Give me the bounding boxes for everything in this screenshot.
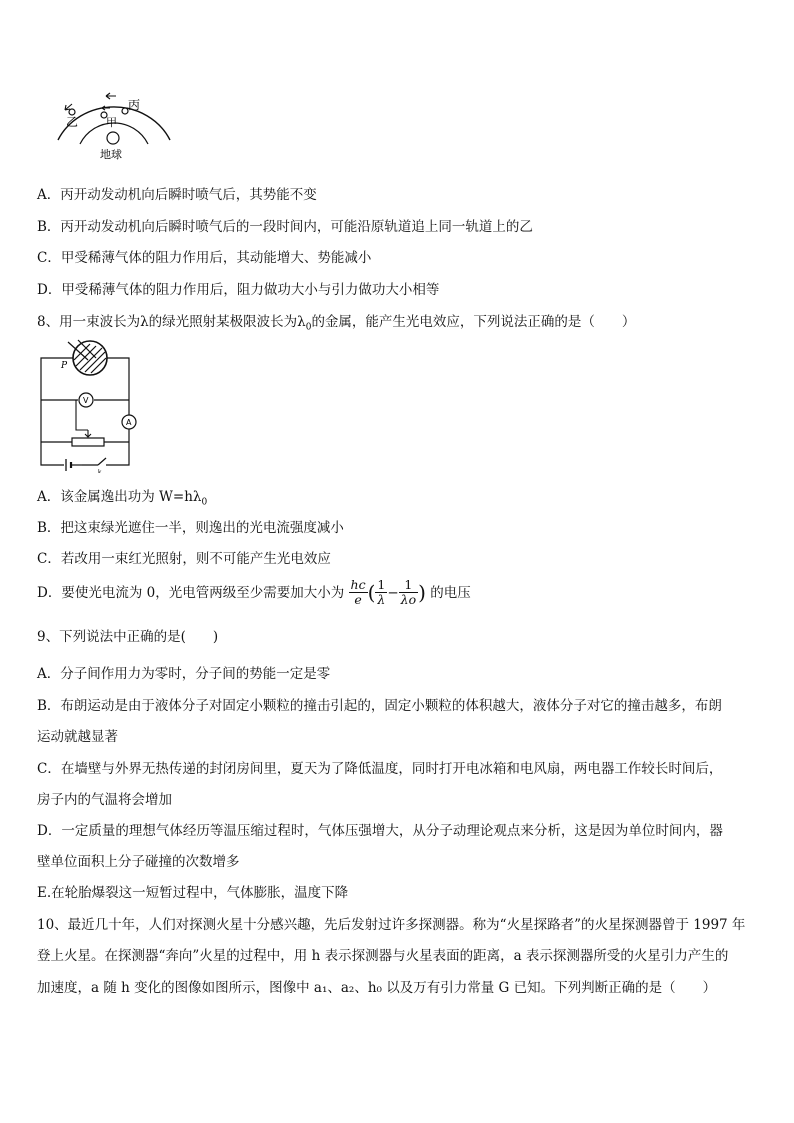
label-a: A [126,418,132,427]
q8-stem-b: 的金属，能产生光电效应，下列说法正确的是（ ） [311,314,636,330]
label-p: P [61,361,68,371]
q9-option-d-line2: 壁单位面积上分子碰撞的次数增多 [37,854,240,870]
q10-line3: 加速度，a 随 h 变化的图像如图所示，图像中 a₁、a₂、h₀ 以及万有引力常量 G 已知。下列判断正确的是（ ） [37,980,717,996]
label-bing: 丙 [128,98,141,112]
frac-1a: 1 [377,577,386,592]
q8-stem [37,313,635,337]
circuit-figure [36,338,146,473]
q9-option-b-line2: 运动就越显著 [37,729,118,745]
q9-option-a: A．分子间作用力为零时，分子间的势能一定是零 [37,666,331,682]
frac-lambda0: λo [400,592,417,607]
q8-option-d-frac-hc-e [349,578,368,607]
q7-option-a: A．丙开动发动机向后瞬时喷气后，其势能不变 [37,187,317,203]
q10-line2: 登上火星。在探测器“奔向”火星的过程中，用 h 表示探测器与火星表面的距离，a 表示探测器所受的火星引力产生的 [37,948,729,964]
q7-option-b: B．丙开动发动机向后瞬时喷气后的一段时间内，可能沿原轨道追上同一轨道上的乙 [37,219,533,235]
q8-option-c: C．若改用一束红光照射，则不可能产生光电效应 [37,551,331,567]
q7-option-d: D．甲受稀薄气体的阻力作用后，阻力做功大小与引力做功大小相等 [37,282,440,298]
q8-stem-a: 8、用一束波长为λ的绿光照射某极限波长为λ [37,314,306,330]
frac-hc: hc [350,577,366,592]
q9-option-c-line1: C．在墙壁与外界无热传递的封闭房间里，夏天为了降低温度，同时打开电冰箱和电风扇，两电器工作较长时间后， [37,761,723,777]
rheostat [72,438,104,446]
frac-lambda: λ [377,592,386,607]
q8-option-b: B．把这束绿光遮住一半，则逸出的光电流强度减小 [37,520,344,536]
label-earth: 地球 [100,148,122,161]
q8-option-a-text: A．该金属逸出功为 W=hλ [37,489,202,505]
q8-option-d: D．要使光电流为 0，光电管两级至少需要加大小为 $\frac{hc}{e}$ ( $\frac{1}{\lambda}$ − $\frac{1}{\lambda o}$ ) 的电压 [37,577,471,607]
switch [98,458,106,465]
frac-1b: 1 [399,578,418,593]
q8-option-d-frac-1-lambda0 [399,578,418,607]
q8-option-d-frac-1-lambda [375,578,387,607]
rheostat-slider [85,430,91,437]
earth-circle [107,132,119,144]
q9-option-d-line1: D．一定质量的理想气体经历等温压缩过程时，气体压强增大，从分子动理论观点来分析，这是因为单位时间内，器 [37,823,723,839]
q8-option-d-suffix: 的电压 [430,584,471,601]
arrow-outer [106,93,116,99]
q10-line1: 10、最近几十年，人们对探测火星十分感兴趣，先后发射过许多探测器。称为“火星探路者”的火星探测器曾于 1997 年 [37,917,746,933]
q8-stem-sub: 0 [305,322,312,333]
label-yi: 乙 [66,115,79,129]
label-jia: 甲 [106,116,117,129]
q9-option-e: E.在轮胎爆裂这一短暂过程中，气体膨胀，温度下降 [37,885,349,901]
phototube-circle [73,341,107,375]
frac-e: e [354,592,362,607]
label-v: V [83,396,89,405]
q9-stem: 9、下列说法中正确的是( ) [37,629,219,645]
q9-option-b-line1: B．布朗运动是由于液体分子对固定小颗粒的撞击引起的，固定小颗粒的体积越大，液体分子对它的撞击越多，布朗 [37,698,722,714]
minus-sign: − [387,584,399,601]
q8-option-d-text: D．要使光电流为 0，光电管两级至少需要加大小为 [37,584,345,601]
orbit-figure [50,78,180,168]
q7-option-c: C．甲受稀薄气体的阻力作用后，其动能增大、势能减小 [37,250,372,266]
label-k: k [98,469,102,473]
q8-option-a-sub: 0 [201,497,208,508]
q9-option-c-line2: 房子内的气温将会增加 [37,792,172,808]
q8-option-a [37,488,207,512]
